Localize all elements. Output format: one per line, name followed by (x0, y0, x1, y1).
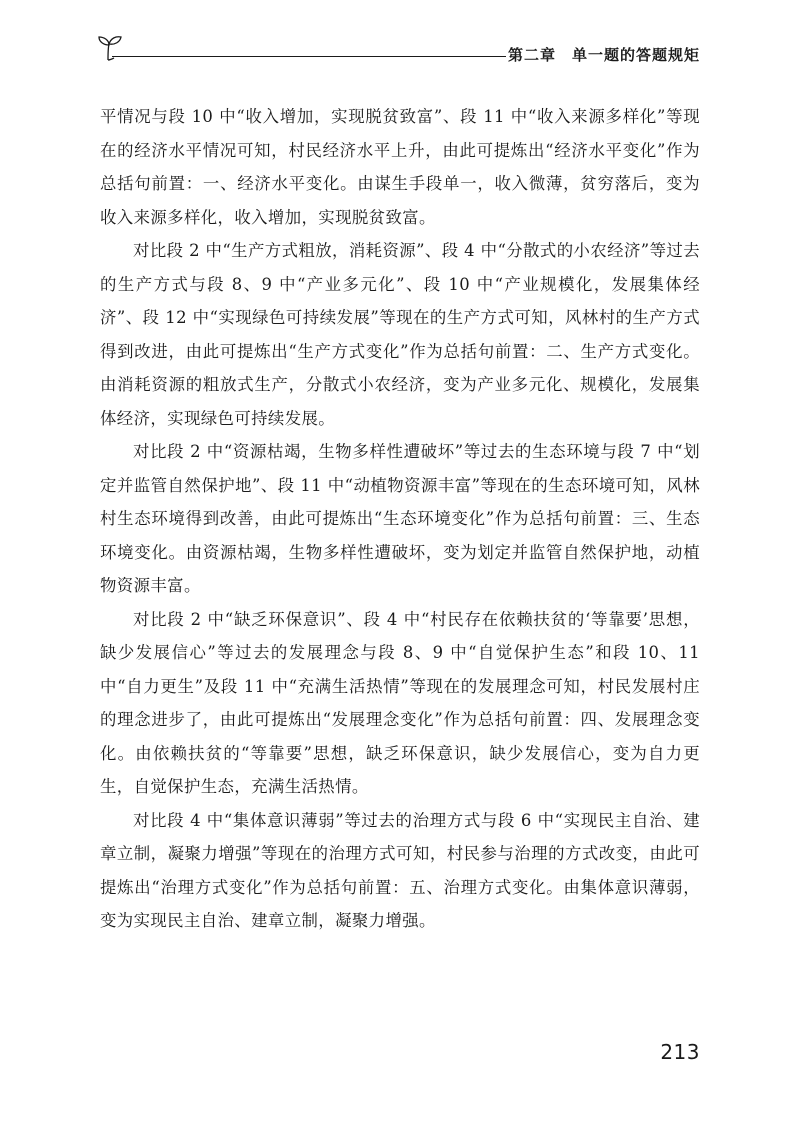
body-text (100, 100, 700, 938)
paragraph-development-concept: 对比段 2 中“缺乏环保意识”、段 4 中“村民存在依赖扶贫的‘等靠要’思想，缺少发展信心”等过去的发展理念与段 8、9 中“自觉保护生态”和段 10、11 中“自力更生”及段 11 中“充满生活热情”等现在的发展理念可知，村民发展村庄的理念进步了，由此可提炼出“发展理念变化”作为总括句前置：四、发展理念变化。由依赖扶贫的“等靠要”思想，缺乏环保意识，缺少发展信心，变为自力更生，自觉保护生态，充满生活热情。 (100, 609, 700, 796)
paragraph-ecological-environment: 对比段 2 中“资源枯竭，生物多样性遭破坏”等过去的生态环境与段 7 中“划定并监管自然保护地”、段 11 中“动植物资源丰富”等现在的生态环境可知，风林村生态环境得到改善，由此可提炼出“生态环境变化”作为总括句前置：三、生态环境变化。由资源枯竭，生物多样性遭破坏，变为划定并监管自然保护地，动植物资源丰富。 (100, 442, 700, 595)
paragraph-governance-method: 对比段 4 中“集体意识薄弱”等过去的治理方式与段 6 中“实现民主自治、建章立制，凝聚力增强”等现在的治理方式可知，村民参与治理的方式改变，由此可提炼出“治理方式变化”作为总括句前置：五、治理方式变化。由集体意识薄弱，变为实现民主自治、建章立制，凝聚力增强。 (100, 810, 700, 930)
paragraph-production-method: 对比段 2 中“生产方式粗放，消耗资源”、段 4 中“分散式的小农经济”等过去的生产方式与段 8、9 中“产业多元化”、段 10 中“产业规模化，发展集体经济”、段 12 中“实现绿色可持续发展”等现在的生产方式可知，风林村的生产方式得到改进，由此可提炼出“生产方式变化”作为总括句前置：二、生产方式变化。由消耗资源的粗放式生产，分散式小农经济，变为产业多元化、规模化，发展集体经济，实现绿色可持续发展。 (100, 241, 700, 428)
chapter-heading (508, 44, 700, 65)
page-header (96, 30, 700, 70)
chapter-number: 第二章 (507, 46, 556, 64)
header-rule (112, 56, 506, 57)
paragraph-continuation: 平情况与段 10 中“收入增加，实现脱贫致富”、段 11 中“收入来源多样化”等现在的经济水平情况可知，村民经济水平上升，由此可提炼出“经济水平变化”作为总括句前置：一、经济水平变化。由谋生手段单一，收入微薄，贫穷落后，变为收入来源多样化，收入增加，实现脱贫致富。 (100, 107, 700, 227)
page-number: 213 (660, 1040, 700, 1064)
sprout-icon (96, 32, 126, 68)
chapter-title: 单一题的答题规矩 (571, 46, 700, 64)
